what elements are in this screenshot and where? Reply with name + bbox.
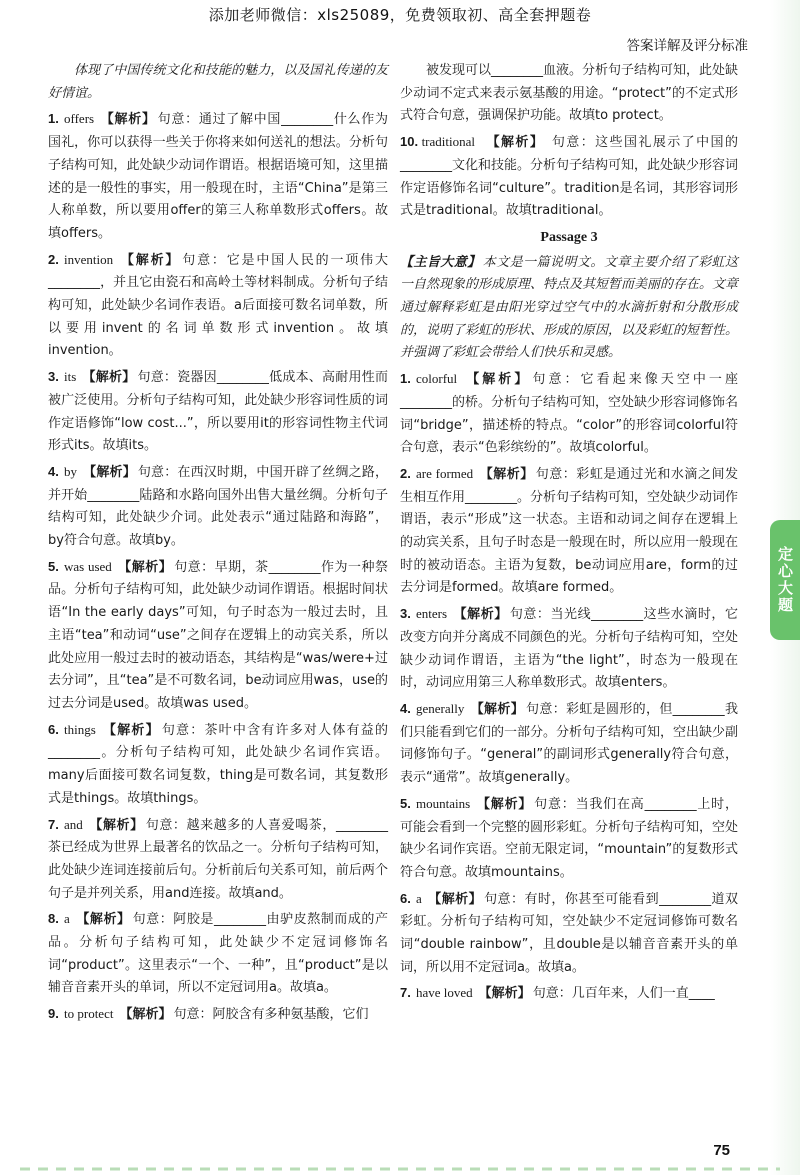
item-answer: things [64,721,96,737]
item-number: 8. [48,911,59,927]
answer-item [400,368,738,460]
item-answer: was used [64,558,112,574]
item-number: 2. [400,465,411,481]
right-items [400,368,738,1006]
item-explanation: 句意：早期，茶________作为一种祭品。分析句子结构可知，此处缺少动词作谓语。根据时间状语“In the early days”可知，句子时态为一般过去时，且主语“tea”和动词“use”之间存在逻辑上的动宾关系，所以此处应用一般过去时的被动语态，其结构是“was/were+过去分词”，且“tea”是不可数名词，be动词应用was，use的过去分词是used。故填was used。 [48,559,388,711]
item-answer: traditional [421,134,475,150]
item-explanation: 句意：阿胶含有多种氨基酸，它们 [173,1007,369,1023]
answer-item [48,556,388,716]
analysis-label: 【解析】 [463,372,531,388]
analysis-label: 【解析】 [75,912,131,928]
right-column [400,60,738,1006]
analysis-label: 【解析】 [476,796,533,812]
analysis-label: 【解析】 [486,135,545,151]
item-answer: have loved [416,985,473,1001]
answer-item [400,793,738,885]
page-number: 75 [713,1142,730,1159]
answer-item [48,461,388,553]
analysis-label: 【解析】 [88,817,144,833]
answer-item [48,814,388,906]
answer-item [48,719,388,811]
item-explanation: 句意：越来越多的人喜爱喝茶，________茶已经成为世界上最著名的饮品之一。分析句子结构可知，此处缺少连词连接前后句。分析前后句关系可知，前后两个句子是并列关系，用and连接。故填and。 [48,817,388,901]
bottom-decoration [0,1161,800,1175]
item-answer: by [64,463,77,479]
item-number: 5. [400,795,411,811]
item-number: 3. [48,369,59,385]
item-number: 5. [48,558,59,574]
item-number: 6. [400,890,411,906]
item-explanation: 句意：当光线________这些水滴时，它改变方向并分离成不同颜色的光。分析句子结构可知，空处缺少动词作谓语，主语为“the light”，时态为一般现在时，动词应用第三人称单数形式。故填enters。 [400,607,739,691]
item-explanation: 句意：茶叶中含有许多对人体有益的________。分析句子结构可知，此处缺少名词作宾语。many后面接可数名词复数，thing是可数名词，其复数形式是things。故填things。 [48,722,388,806]
item-answer: offers [64,111,95,127]
item-answer: and [64,816,83,832]
intro-paragraph: 体现了中国传统文化和技能的魅力，以及国礼传递的友好情谊。 [48,63,388,101]
answer-item [400,982,738,1006]
item-explanation: 句意：它看起来像天空中一座________的桥。分析句子结构可知，空处缺少形容词修饰名词“bridge”，描述桥的特点。“color”的形容词colorful符合句意，表示“色彩缤纷的”。故填colorful。 [400,372,739,456]
analysis-label: 【解析】 [453,607,508,623]
answer-item [400,698,738,790]
answer-item [48,908,388,1000]
section-side-tab: 定心大题 [770,520,800,640]
item-number: 2. [48,251,59,267]
item-number: 1. [48,111,59,127]
item-explanation: 句意：有时，你甚至可能看到________道双彩虹。分析句子结构可知，空处缺少不定冠词修饰可数名词“double rainbow”，且double是以辅音音素开头的单词，所以用不定冠词a。故填a。 [400,891,738,975]
item-explanation: 句意：彩虹是圆形的，但________我们只能看到它们的一部分。分析句子结构可知，空出缺少副词修饰句子。“general”的副词形式generally符合句意，表示“通常”。故填generally。 [400,701,739,786]
item-answer: its [64,369,77,385]
passage-title: Passage 3 [540,229,598,245]
analysis-label: 【解析】 [470,701,525,717]
item-explanation: 句意：在西汉时期，中国开辟了丝绸之路，并开始________陆路和水路向国外出售大量丝绸。分析句子结构可知，此处缺少介词。此处表示“通过陆路和海路”，by符合句意。故填by。 [48,464,388,549]
summary-label: 【主旨大意】 [400,254,481,270]
item-answer: a [416,890,422,906]
analysis-label: 【解析】 [119,252,181,268]
item-explanation: 句意：阿胶是________由驴皮熬制而成的产品。分析句子结构可知，此处缺少不定冠词修饰名词“product”。这里表示“一个、一种”，且“product”是以辅音音素开头的单词，所以不定冠词用a。故填a。 [48,912,388,996]
analysis-label: 【解析】 [101,722,160,738]
left-column [48,60,388,1027]
answer-item [400,463,738,600]
item-number: 3. [400,606,411,622]
item-explanation: 句意：彩虹是通过光和水滴之间发生相互作用________。分析句子结构可知，空处缺少动词作谓语，表示“形成”这一状态。主语和动词之间存在逻辑上的动宾关系，且句子时态是一般现在时，所以应用一般现在时的被动语态。主语为复数，be动词应用are，form的过去分词是formed。故填are formed。 [400,466,739,596]
item-answer: generally [416,700,465,716]
item-answer: invention [64,251,114,267]
left-items [48,108,388,1026]
answer-item-10 [400,131,738,223]
analysis-label: 【解析】 [82,370,136,386]
item-number: 6. [48,721,59,737]
item-explanation: 句意：瓷器因________低成本、高耐用性而被广泛使用。分析句子结构可知，此处缺少形容词性质的词作定语修饰“low cost...”，所以要用it的形容词性物主代词形式its。故填its。 [48,370,388,454]
answer-item [48,366,388,458]
analysis-label: 【解析】 [117,559,173,575]
answer-item [400,603,738,695]
summary-text: 本文是一篇说明文。文章主要介绍了彩虹这一自然现象的形成原理、特点及其短暂而美丽的存在。文章通过解释彩虹是由阳光穿过空气中的水滴折射和分散形成的，说明了彩虹的形状、形成的原因，以及彩虹的短暂性。并强调了彩虹会带给人们快乐和灵感。 [400,254,739,361]
item-number: 4. [400,700,411,716]
answer-item [48,108,388,245]
item-number: 4. [48,463,59,479]
analysis-label: 【解析】 [427,891,483,907]
analysis-label: 【解析】 [100,112,156,128]
item-answer: to protect [64,1006,114,1022]
summary-paragraph [400,252,738,366]
item-explanation: 句意：通过了解中国________什么作为国礼，你可以获得一些关于你将来如何送礼的想法。分析句子结构可知，此处缺少动词作谓语。根据语境可知，这里描述的是一般性的事实，用一般现在时，主语“China”是第三人称单数，所以要用offer的第三人称单数形式offers。故填offers。 [48,112,388,241]
analysis-label: 【解析】 [478,986,531,1002]
answer-item [48,249,388,364]
item-answer: mountains [416,795,471,811]
promo-banner: 添加老师微信：xls25089，免费领取初、高全套押题卷 [208,6,592,24]
page-header: 答案详解及评分标准 [626,38,748,54]
answer-item [48,1003,388,1027]
item-answer: are formed [416,465,474,481]
item-number: 7. [48,816,59,832]
analysis-label: 【解析】 [479,466,534,482]
item-number: 7. [400,985,411,1001]
item-explanation: 句意：几百年来，人们一直____ [532,986,715,1002]
item-answer: a [64,911,70,927]
analysis-label: 【解析】 [119,1007,172,1023]
item-number: 10. [400,134,419,150]
item-number: 9. [48,1006,59,1022]
item-explanation: 句意：它是中国人民的一项伟大________，并且它由瓷石和高岭土等材料制成。分析句子结构可知，此处缺少名词作表语。a后面接可数名词单数，所以要用invent的名词单数形式invention。故填invention。 [48,252,388,359]
item-answer: enters [416,606,448,622]
item-answer: colorful [416,371,458,387]
analysis-label: 【解析】 [83,464,136,480]
answer-item [400,888,738,980]
item-explanation: 句意：当我们在高________上时，可能会看到一个完整的圆形彩虹。分析句子结构可知，空处缺少名词作宾语。空前无限定词，“mountain”的复数形式符合句意。故填mountains。 [400,796,739,880]
continuation-paragraph: 被发现可以________血液。分析句子结构可知，此处缺少动词不定式来表示氨基酸的用途。“protect”的不定式形式符合句意，强调保护功能。故填to protect。 [400,63,739,124]
item-explanation: 句意：这些国礼展示了中国的________文化和技能。分析句子结构可知，此处缺少形容词作定语修饰名词“culture”。tradition是名词，其形容词形式是traditional。故填traditional。 [400,135,739,219]
item-number: 1. [400,371,411,387]
